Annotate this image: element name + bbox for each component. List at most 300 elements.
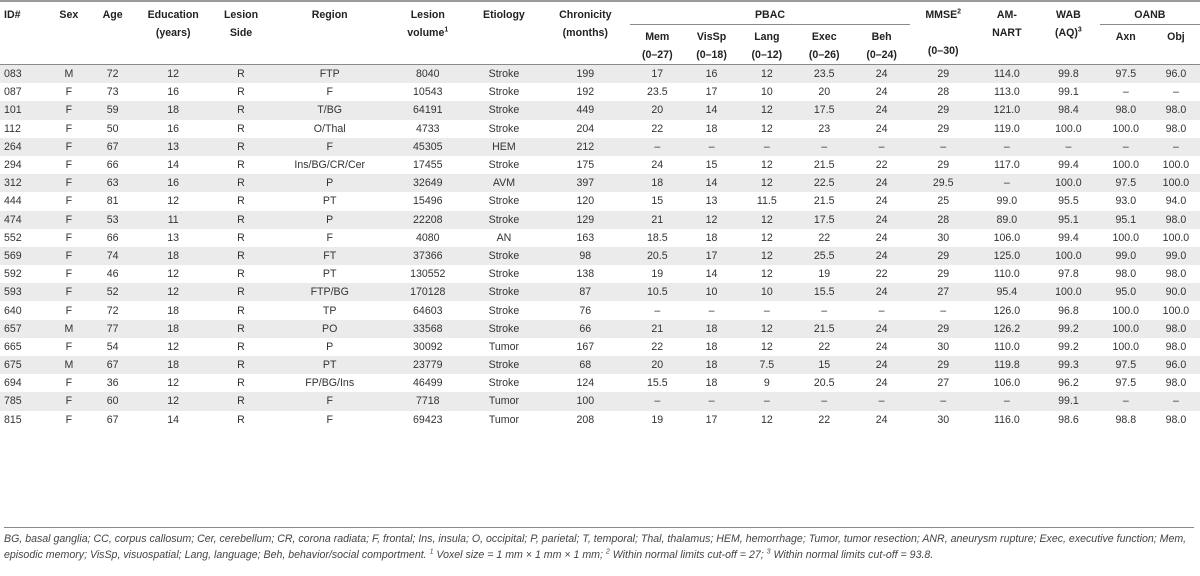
table-row: [0, 101, 1200, 119]
table-cell: –: [630, 138, 684, 156]
table-cell: HEM: [467, 138, 540, 156]
table-cell: F: [48, 265, 90, 283]
table-cell: 4080: [388, 229, 467, 247]
header-sex: Sex: [59, 9, 79, 21]
table-cell: 23.5: [630, 83, 684, 101]
table-cell: 37366: [388, 247, 467, 265]
table-cell: F: [48, 392, 90, 410]
table-cell: F: [48, 174, 90, 192]
table-cell: 77: [90, 320, 136, 338]
table-cell: R: [211, 83, 272, 101]
table-cell: 22: [795, 229, 853, 247]
table-cell: 24: [853, 320, 909, 338]
table-cell: 13: [136, 138, 211, 156]
table-cell: 22: [853, 156, 909, 174]
table-cell: 23779: [388, 356, 467, 374]
table-cell: 17455: [388, 156, 467, 174]
table-cell: 208: [540, 411, 630, 429]
table-cell: R: [211, 211, 272, 229]
table-cell: 24: [853, 174, 909, 192]
table-cell: 10543: [388, 83, 467, 101]
table-row: [0, 392, 1200, 410]
table-cell: 20.5: [630, 247, 684, 265]
table-cell: 76: [540, 301, 630, 319]
table-cell: 95.1: [1100, 211, 1152, 229]
table-cell: 30092: [388, 338, 467, 356]
table-cell: 98.0: [1152, 211, 1200, 229]
table-cell: 101: [0, 101, 48, 119]
table-cell: M: [48, 320, 90, 338]
table-cell: –: [739, 301, 795, 319]
table-cell: 98.0: [1152, 338, 1200, 356]
table-cell: 97.5: [1100, 65, 1152, 84]
table-cell: R: [211, 392, 272, 410]
table-cell: 17: [684, 247, 738, 265]
table-cell: 69423: [388, 411, 467, 429]
table-cell: 12: [136, 374, 211, 392]
table-cell: FP/BG/Ins: [271, 374, 388, 392]
table-cell: Stroke: [467, 356, 540, 374]
table-cell: 16: [136, 120, 211, 138]
table-cell: 12: [739, 247, 795, 265]
table-cell: 12: [136, 338, 211, 356]
table-body: [0, 65, 1200, 429]
table-cell: 100.0: [1100, 229, 1152, 247]
table-cell: 72: [90, 301, 136, 319]
table-header: [0, 1, 1200, 65]
table-cell: R: [211, 138, 272, 156]
table-cell: 98.4: [1037, 101, 1100, 119]
table-cell: 27: [910, 374, 977, 392]
table-cell: 19: [795, 265, 853, 283]
table-cell: 124: [540, 374, 630, 392]
table-cell: 99.0: [977, 192, 1038, 210]
table-cell: F: [48, 138, 90, 156]
header-lesion-side: Lesion Side: [223, 9, 259, 39]
table-cell: 27: [910, 283, 977, 301]
table-cell: F: [48, 192, 90, 210]
table-cell: –: [739, 138, 795, 156]
table-cell: 22: [630, 338, 684, 356]
table-cell: 14: [136, 156, 211, 174]
table-cell: 24: [853, 211, 909, 229]
table-cell: 11: [136, 211, 211, 229]
table-cell: 74: [90, 247, 136, 265]
table-cell: M: [48, 65, 90, 84]
table-cell: 10.5: [630, 283, 684, 301]
table-cell: –: [853, 392, 909, 410]
table-cell: 21.5: [795, 320, 853, 338]
table-cell: 16: [136, 174, 211, 192]
table-row: [0, 120, 1200, 138]
table-row: [0, 320, 1200, 338]
table-cell: –: [910, 301, 977, 319]
table-cell: –: [795, 301, 853, 319]
table-cell: F: [271, 411, 388, 429]
table-cell: 294: [0, 156, 48, 174]
table-cell: 204: [540, 120, 630, 138]
table-cell: 100.0: [1100, 338, 1152, 356]
table-cell: F: [48, 338, 90, 356]
table-cell: 8040: [388, 65, 467, 84]
table-cell: 163: [540, 229, 630, 247]
table-cell: –: [910, 138, 977, 156]
footnote-2: Within normal limits cut-off = 27;: [612, 549, 764, 561]
table-cell: 657: [0, 320, 48, 338]
table-cell: 98.0: [1152, 265, 1200, 283]
table-cell: 12: [739, 65, 795, 84]
table-cell: R: [211, 265, 272, 283]
table-cell: 59: [90, 101, 136, 119]
table-cell: Stroke: [467, 320, 540, 338]
table-cell: 99.3: [1037, 356, 1100, 374]
table-cell: 11.5: [739, 192, 795, 210]
table-cell: 552: [0, 229, 48, 247]
table-cell: 98.0: [1152, 411, 1200, 429]
table-cell: 17: [630, 65, 684, 84]
table-cell: 66: [540, 320, 630, 338]
table-cell: 98: [540, 247, 630, 265]
table-cell: 125.0: [977, 247, 1038, 265]
table-cell: 12: [739, 411, 795, 429]
header-pbac-vissp: VisSp (0–18): [684, 25, 738, 65]
table-row: [0, 356, 1200, 374]
table-cell: 18: [136, 247, 211, 265]
table-cell: 9: [739, 374, 795, 392]
header-etiology: Etiology: [483, 9, 525, 21]
table-cell: 24: [853, 192, 909, 210]
table-cell: 114.0: [977, 65, 1038, 84]
table-cell: 12: [136, 392, 211, 410]
table-cell: AN: [467, 229, 540, 247]
table-cell: F: [48, 120, 90, 138]
table-row: [0, 192, 1200, 210]
table-cell: 36: [90, 374, 136, 392]
table-cell: 20: [795, 83, 853, 101]
table-cell: 99.4: [1037, 229, 1100, 247]
table-cell: 28: [910, 83, 977, 101]
table-cell: 99.8: [1037, 65, 1100, 84]
table-cell: Stroke: [467, 265, 540, 283]
table-cell: 29.5: [910, 174, 977, 192]
table-cell: F: [271, 229, 388, 247]
table-cell: 129: [540, 211, 630, 229]
table-cell: 106.0: [977, 229, 1038, 247]
table-cell: 100.0: [1152, 174, 1200, 192]
table-cell: 23: [795, 120, 853, 138]
table-cell: 98.0: [1152, 101, 1200, 119]
table-cell: 212: [540, 138, 630, 156]
table-cell: –: [684, 301, 738, 319]
table-cell: 7718: [388, 392, 467, 410]
table-cell: PT: [271, 192, 388, 210]
table-cell: 19: [630, 411, 684, 429]
table-cell: 20: [630, 101, 684, 119]
table-cell: 20: [630, 356, 684, 374]
table-row: [0, 374, 1200, 392]
table-cell: 593: [0, 283, 48, 301]
table-cell: 312: [0, 174, 48, 192]
table-cell: 15496: [388, 192, 467, 210]
table-cell: P: [271, 174, 388, 192]
header-amnart: AM- NART: [992, 9, 1022, 39]
table-cell: 17: [684, 83, 738, 101]
table-cell: Stroke: [467, 156, 540, 174]
table-cell: 675: [0, 356, 48, 374]
table-row: [0, 301, 1200, 319]
header-pbac: PBAC: [754, 9, 786, 21]
table-cell: R: [211, 174, 272, 192]
header-wab: WAB (AQ)$^3$: [1054, 9, 1082, 39]
table-cell: 18.5: [630, 229, 684, 247]
footnote-1: Voxel size = 1 mm × 1 mm × 1 mm;: [436, 549, 603, 561]
header-region: Region: [311, 9, 348, 21]
table-cell: Stroke: [467, 247, 540, 265]
table-cell: O/Thal: [271, 120, 388, 138]
table-cell: 18: [684, 356, 738, 374]
table-cell: R: [211, 120, 272, 138]
table-cell: 100.0: [1152, 301, 1200, 319]
table-cell: 138: [540, 265, 630, 283]
table-cell: 60: [90, 392, 136, 410]
table-cell: R: [211, 374, 272, 392]
table-row: [0, 211, 1200, 229]
table-cell: 99.1: [1037, 83, 1100, 101]
table-cell: 12: [739, 211, 795, 229]
table-cell: 98.0: [1152, 320, 1200, 338]
table-cell: 99.2: [1037, 320, 1100, 338]
table-cell: F: [48, 374, 90, 392]
table-cell: 99.2: [1037, 338, 1100, 356]
table-cell: 23.5: [795, 65, 853, 84]
table-cell: 167: [540, 338, 630, 356]
table-cell: 592: [0, 265, 48, 283]
table-cell: 264: [0, 138, 48, 156]
table-cell: 119.0: [977, 120, 1038, 138]
table-cell: 95.5: [1037, 192, 1100, 210]
table-row: [0, 229, 1200, 247]
table-cell: 24: [853, 120, 909, 138]
table-cell: 12: [739, 101, 795, 119]
table-cell: 29: [910, 247, 977, 265]
table-cell: –: [684, 392, 738, 410]
table-cell: –: [1152, 392, 1200, 410]
table-cell: FTP: [271, 65, 388, 84]
table-cell: F: [48, 411, 90, 429]
table-cell: 170128: [388, 283, 467, 301]
table-cell: 24: [853, 283, 909, 301]
table-cell: 89.0: [977, 211, 1038, 229]
table-cell: 73: [90, 83, 136, 101]
table-cell: 96.8: [1037, 301, 1100, 319]
table-cell: 19: [630, 265, 684, 283]
table-cell: 87: [540, 283, 630, 301]
table-cell: TP: [271, 301, 388, 319]
table-cell: 110.0: [977, 338, 1038, 356]
table-cell: 22: [795, 338, 853, 356]
table-cell: 15: [630, 192, 684, 210]
table-cell: Stroke: [467, 192, 540, 210]
table-row: [0, 174, 1200, 192]
table-cell: 4733: [388, 120, 467, 138]
table-cell: 18: [136, 356, 211, 374]
table-cell: 117.0: [977, 156, 1038, 174]
table-cell: 29: [910, 101, 977, 119]
table-cell: 53: [90, 211, 136, 229]
table-cell: 10: [739, 83, 795, 101]
table-cell: 20.5: [795, 374, 853, 392]
table-cell: 29: [910, 65, 977, 84]
table-cell: 130552: [388, 265, 467, 283]
table-cell: Stroke: [467, 65, 540, 84]
table-cell: 24: [630, 156, 684, 174]
table-cell: FT: [271, 247, 388, 265]
table-cell: R: [211, 156, 272, 174]
table-cell: 13: [684, 192, 738, 210]
table-cell: 21: [630, 320, 684, 338]
table-cell: 24: [853, 247, 909, 265]
table-cell: Stroke: [467, 301, 540, 319]
table-cell: –: [795, 392, 853, 410]
table-cell: 30: [910, 229, 977, 247]
table-cell: 12: [739, 338, 795, 356]
table-cell: 68: [540, 356, 630, 374]
table-cell: 67: [90, 138, 136, 156]
table-cell: 100.0: [1152, 156, 1200, 174]
table-cell: F: [48, 229, 90, 247]
table-cell: 100.0: [1100, 301, 1152, 319]
table-cell: 17.5: [795, 211, 853, 229]
table-cell: 22: [795, 411, 853, 429]
table-cell: 52: [90, 283, 136, 301]
table-cell: 12: [739, 174, 795, 192]
table-cell: 12: [136, 192, 211, 210]
table-cell: 12: [739, 120, 795, 138]
table-row: [0, 283, 1200, 301]
table-cell: Tumor: [467, 338, 540, 356]
table-cell: 112: [0, 120, 48, 138]
table-cell: 97.8: [1037, 265, 1100, 283]
table-cell: 32649: [388, 174, 467, 192]
table-cell: 29: [910, 265, 977, 283]
table-cell: 106.0: [977, 374, 1038, 392]
table-cell: 98.6: [1037, 411, 1100, 429]
table-cell: –: [977, 392, 1038, 410]
table-cell: T/BG: [271, 101, 388, 119]
table-cell: R: [211, 338, 272, 356]
table-cell: 18: [136, 301, 211, 319]
footnote-abbreviations: BG, basal ganglia; CC, corpus callosum; Cer, cerebellum; CR, corona radiata; F, frontal; Ins, insula; O, occipital; P, parietal; T, temporal; Thal, thalamus; HEM, hemorrhage; Tumor, tumor resection; ANR, aneurysm rupture; Exec, executive function; Mem, episodic memory; VisSp, visuospatial; Lang, language; Beh, behavior/social comportment.: [4, 533, 1187, 561]
table-cell: 45305: [388, 138, 467, 156]
table-cell: 22208: [388, 211, 467, 229]
table-cell: –: [1100, 138, 1152, 156]
table-cell: 95.0: [1100, 283, 1152, 301]
table-cell: 12: [739, 265, 795, 283]
table-cell: 66: [90, 229, 136, 247]
table-cell: –: [1100, 83, 1152, 101]
table-cell: 12: [739, 320, 795, 338]
table-cell: 24: [853, 229, 909, 247]
header-lesion-volume: Lesion volume$^1$: [407, 9, 449, 39]
table-cell: Tumor: [467, 411, 540, 429]
table-cell: 67: [90, 411, 136, 429]
table-cell: 7.5: [739, 356, 795, 374]
table-cell: 444: [0, 192, 48, 210]
table-cell: 18: [136, 101, 211, 119]
table-cell: R: [211, 229, 272, 247]
table-cell: 100.0: [1100, 320, 1152, 338]
table-row: [0, 65, 1200, 84]
table-cell: 18: [684, 338, 738, 356]
table-cell: 90.0: [1152, 283, 1200, 301]
table-row: [0, 156, 1200, 174]
header-chronicity: Chronicity (months): [559, 9, 612, 39]
table-cell: 25.5: [795, 247, 853, 265]
table-cell: Stroke: [467, 374, 540, 392]
table-cell: 12: [684, 211, 738, 229]
table-cell: R: [211, 101, 272, 119]
table-cell: F: [271, 83, 388, 101]
table-cell: 14: [684, 265, 738, 283]
table-cell: 24: [853, 374, 909, 392]
table-cell: 22: [853, 265, 909, 283]
table-row: [0, 138, 1200, 156]
table-cell: 15: [684, 156, 738, 174]
footnote-1-mark: 1: [429, 548, 434, 556]
table-cell: 46499: [388, 374, 467, 392]
table-cell: 126.2: [977, 320, 1038, 338]
table-cell: 21.5: [795, 192, 853, 210]
table-cell: Stroke: [467, 283, 540, 301]
table-cell: 120: [540, 192, 630, 210]
table-cell: 16: [684, 65, 738, 84]
table-cell: 64603: [388, 301, 467, 319]
table-cell: 640: [0, 301, 48, 319]
table-cell: 98.8: [1100, 411, 1152, 429]
table-cell: Ins/BG/CR/Cer: [271, 156, 388, 174]
table-cell: FTP/BG: [271, 283, 388, 301]
table-cell: 63: [90, 174, 136, 192]
table-cell: 98.0: [1100, 265, 1152, 283]
table-cell: 24: [853, 356, 909, 374]
table-cell: –: [684, 138, 738, 156]
header-pbac-beh: Beh (0–24): [853, 25, 909, 65]
table-row: [0, 247, 1200, 265]
table-cell: M: [48, 356, 90, 374]
table-footnote: [4, 527, 1194, 563]
table-cell: 29: [910, 356, 977, 374]
table-cell: –: [1152, 138, 1200, 156]
table-cell: R: [211, 301, 272, 319]
table-cell: Stroke: [467, 83, 540, 101]
header-oanb-axn: Axn: [1100, 25, 1152, 65]
table-cell: 083: [0, 65, 48, 84]
table-cell: R: [211, 356, 272, 374]
table-cell: 99.0: [1100, 247, 1152, 265]
table-cell: 12: [136, 65, 211, 84]
table-cell: 96.2: [1037, 374, 1100, 392]
table-cell: 10: [739, 283, 795, 301]
header-pbac-mem: Mem (0–27): [630, 25, 684, 65]
table-cell: 14: [136, 411, 211, 429]
table-cell: PT: [271, 356, 388, 374]
table-cell: 100.0: [1152, 229, 1200, 247]
table-cell: F: [48, 283, 90, 301]
table-cell: 18: [684, 229, 738, 247]
table-cell: 18: [684, 374, 738, 392]
table-cell: –: [630, 392, 684, 410]
table-cell: 50: [90, 120, 136, 138]
